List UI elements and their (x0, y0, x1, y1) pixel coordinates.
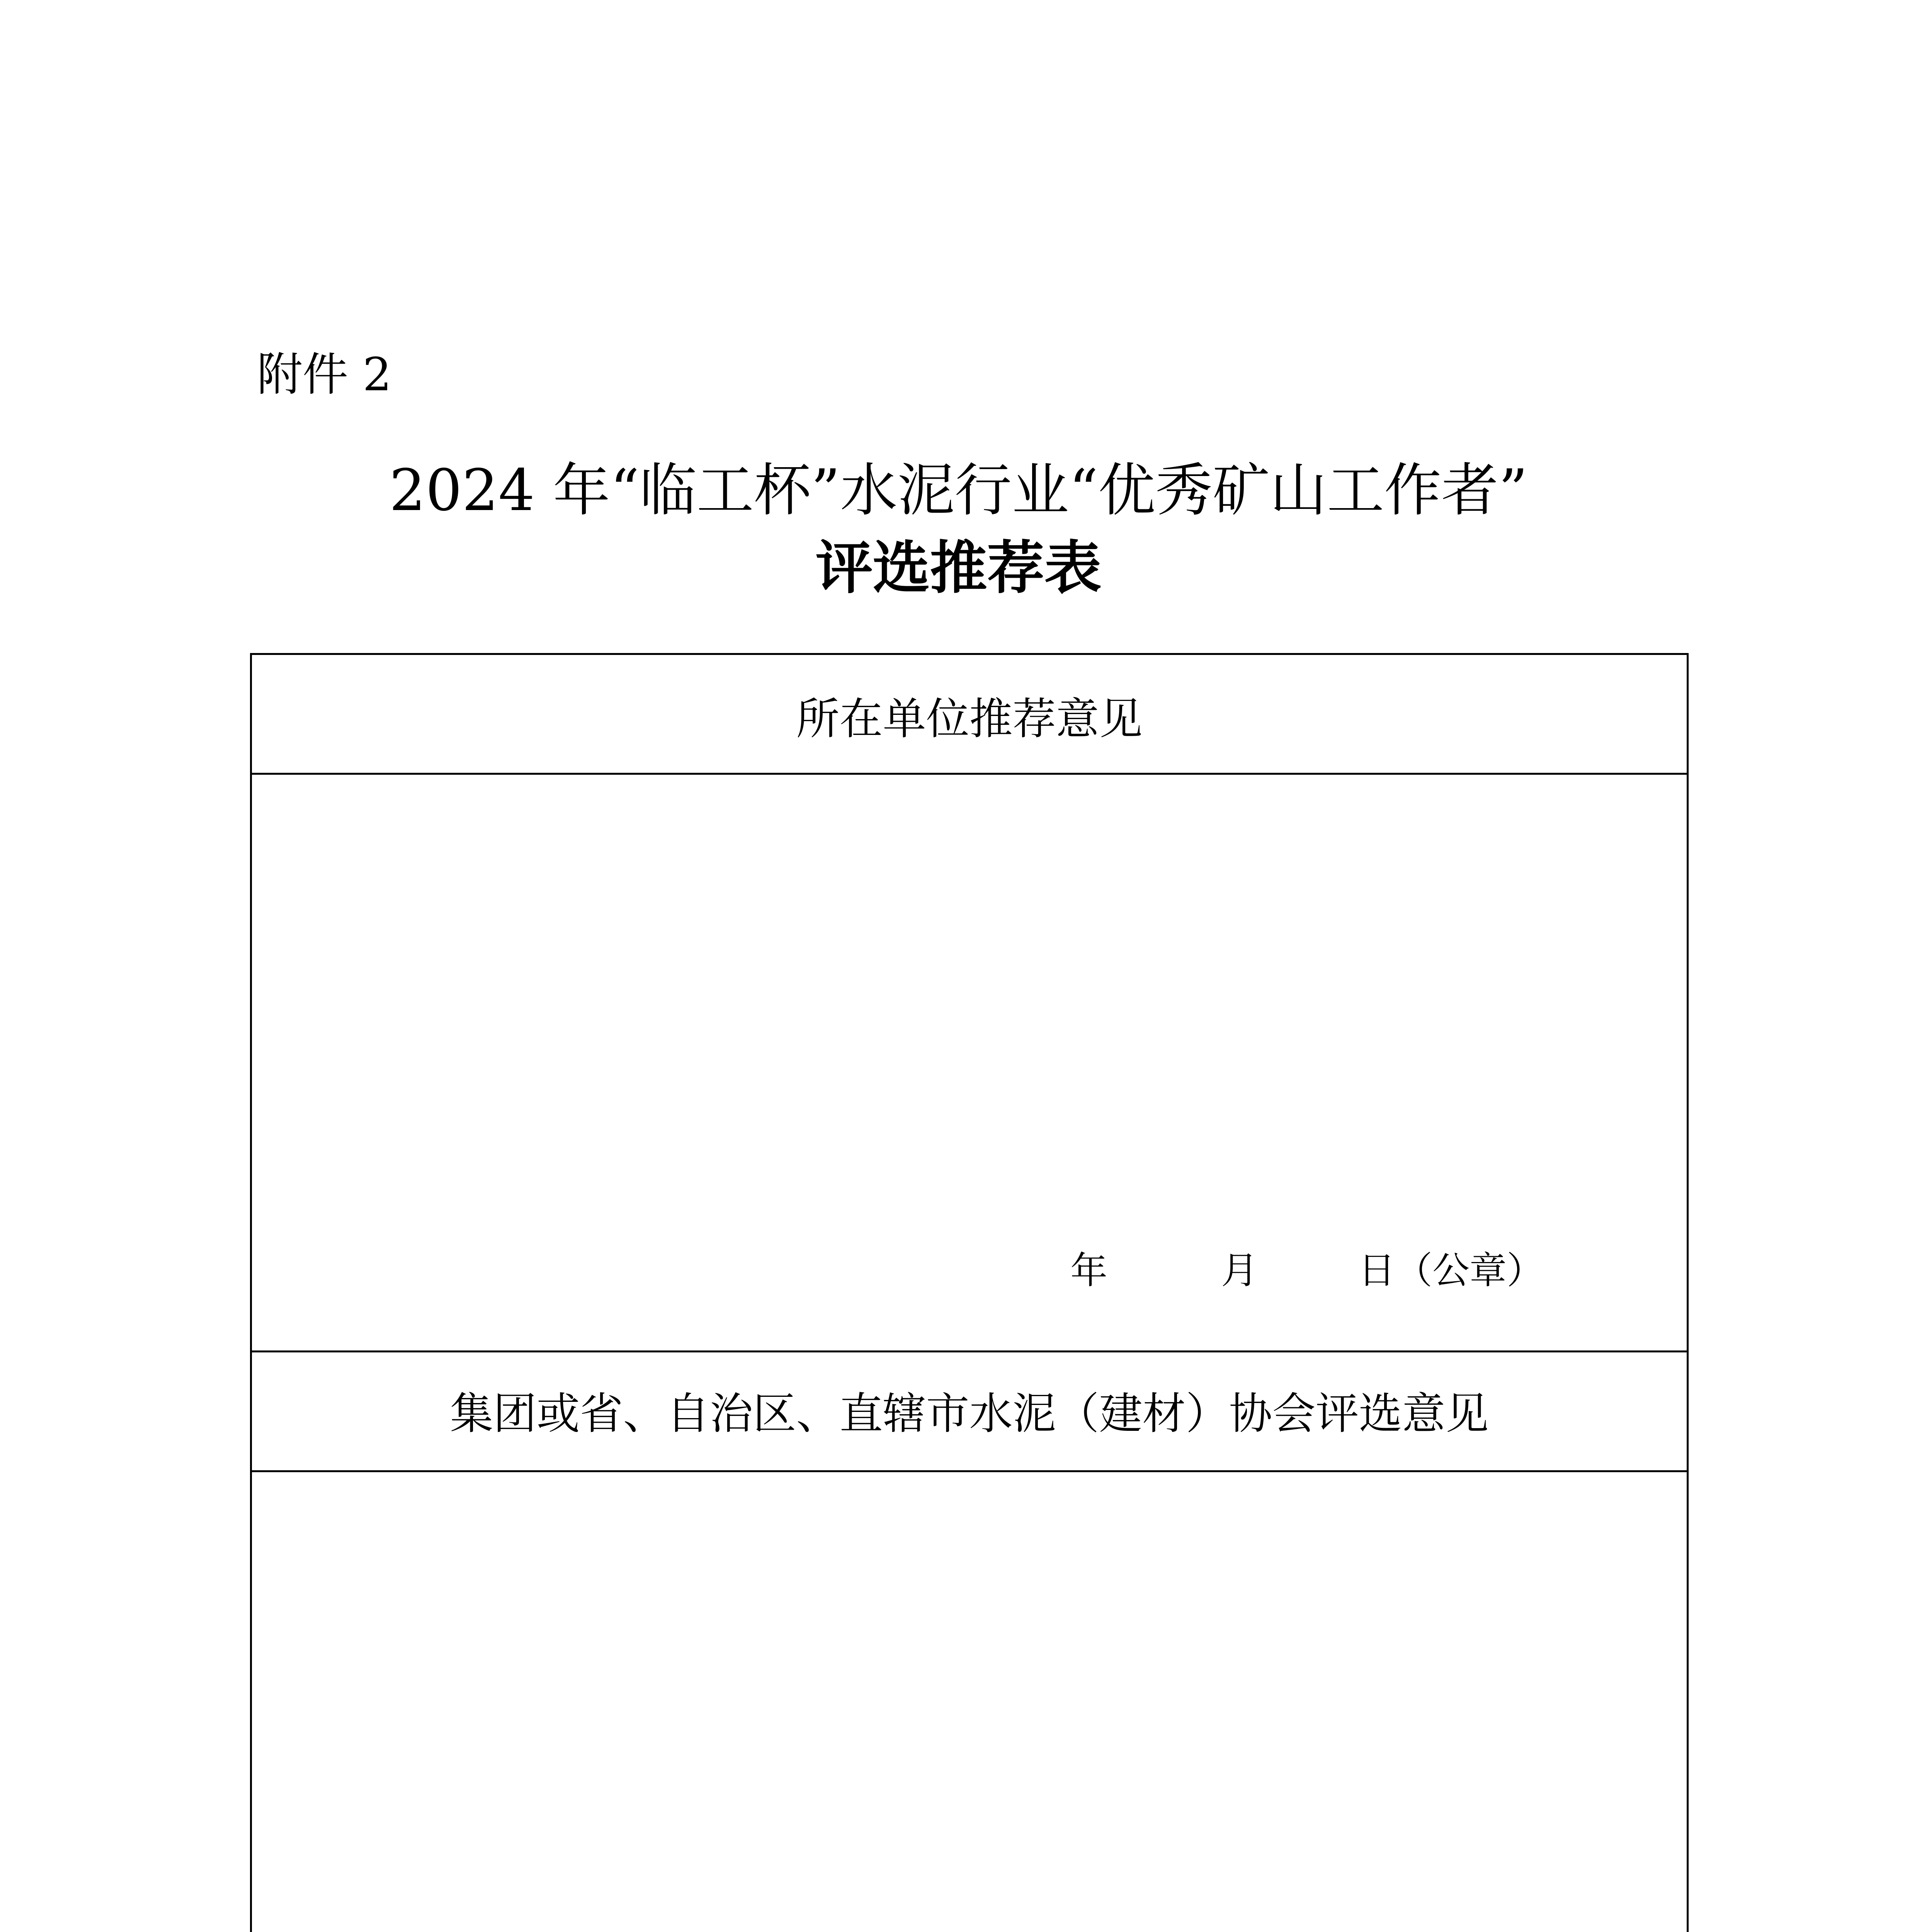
document-title-line1: 2024 年“临工杯”水泥行业“优秀矿山工作者” (389, 457, 1528, 524)
section1-bottom-divider (252, 1350, 1687, 1352)
section1-date-day-seal: 日（公章） (1358, 1249, 1544, 1292)
section1-date-month: 月 (1221, 1249, 1258, 1292)
section1-date-year: 年 (1070, 1249, 1107, 1292)
section1-header: 所在单位推荐意见 (796, 694, 1143, 744)
section1-date-line (1070, 1249, 1573, 1292)
recommendation-form-table (250, 653, 1689, 1932)
attachment-label: 附件 2 (257, 348, 392, 401)
document-title-line2: 评选推荐表 (815, 534, 1102, 601)
section2-header: 集团或省、自治区、直辖市水泥（建材）协会评选意见 (450, 1389, 1489, 1439)
section2-opinion-area[interactable] (252, 1472, 1687, 1932)
